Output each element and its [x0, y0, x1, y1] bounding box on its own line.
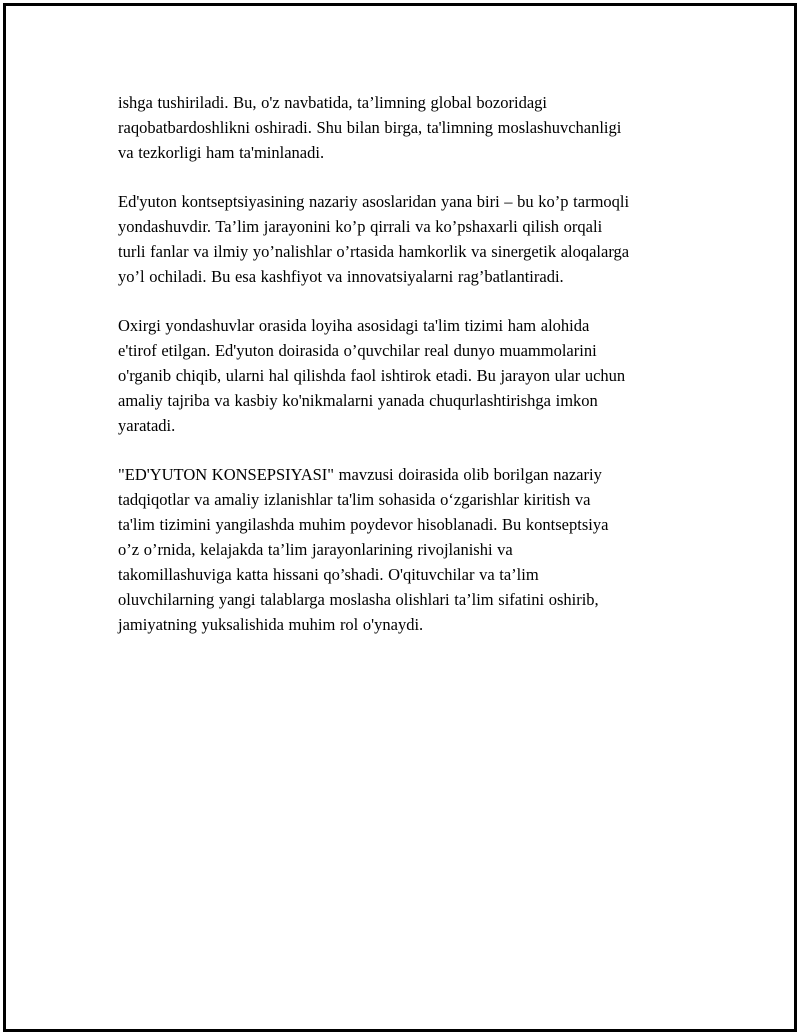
text-line: turli fanlar va ilmiy yo’nalishlar o’rtasida hamkorlik va sinergetik aloqalarga	[118, 242, 630, 261]
text-line: Ed'yuton kontseptsiyasining nazariy asoslaridan yana biri – bu ko’p tarmoqli	[118, 192, 630, 211]
text-line: oluvchilarning yangi talablarga moslasha olishlari ta’lim sifatini oshirib,	[118, 590, 599, 609]
text-line: o’z o’rnida, kelajakda ta’lim jarayonlarining rivojlanishi va	[118, 540, 513, 559]
text-line: "ED'YUTON KONSEPSIYASI" mavzusi doirasida olib borilgan nazariy	[118, 465, 602, 484]
text-line: ishga tushiriladi. Bu, o'z navbatida, ta’limning global bozoridagi	[118, 93, 547, 112]
text-line: ta'lim tizimini yangilashda muhim poydevor hisoblanadi. Bu kontseptsiya	[118, 515, 609, 534]
text-line: e'tirof etilgan. Ed'yuton doirasida o’quvchilar real dunyo muammolarini	[118, 341, 597, 360]
paragraph	[118, 313, 688, 438]
text-line: tadqiqotlar va amaliy izlanishlar ta'lim sohasida o‘zgarishlar kiritish va	[118, 490, 591, 509]
text-line: amaliy tajriba va kasbiy ko'nikmalarni yanada chuqurlashtirishga imkon	[118, 391, 598, 410]
text-line: jamiyatning yuksalishida muhim rol o'ynaydi.	[118, 615, 424, 634]
text-line: raqobatbardoshlikni oshiradi. Shu bilan birga, ta'limning moslashuvchanligi	[118, 118, 622, 137]
text-line: o'rganib chiqib, ularni hal qilishda faol ishtirok etadi. Bu jarayon ular uchun	[118, 366, 626, 385]
text-line: va tezkorligi ham ta'minlanadi.	[118, 143, 325, 162]
document-body	[118, 90, 688, 661]
text-line: takomillashuviga katta hissani qo’shadi. O'qituvchilar va ta’lim	[118, 565, 539, 584]
text-line: yo’l ochiladi. Bu esa kashfiyot va innovatsiyalarni rag’batlantiradi.	[118, 267, 564, 286]
text-line: yondashuvdir. Ta’lim jarayonini ko’p qirrali va ko’pshaxarli qilish orqali	[118, 217, 603, 236]
paragraph	[118, 90, 688, 165]
text-line: Oxirgi yondashuvlar orasida loyiha asosidagi ta'lim tizimi ham alohida	[118, 316, 590, 335]
paragraph	[118, 189, 688, 289]
paragraph	[118, 462, 688, 637]
text-line: yaratadi.	[118, 416, 176, 435]
